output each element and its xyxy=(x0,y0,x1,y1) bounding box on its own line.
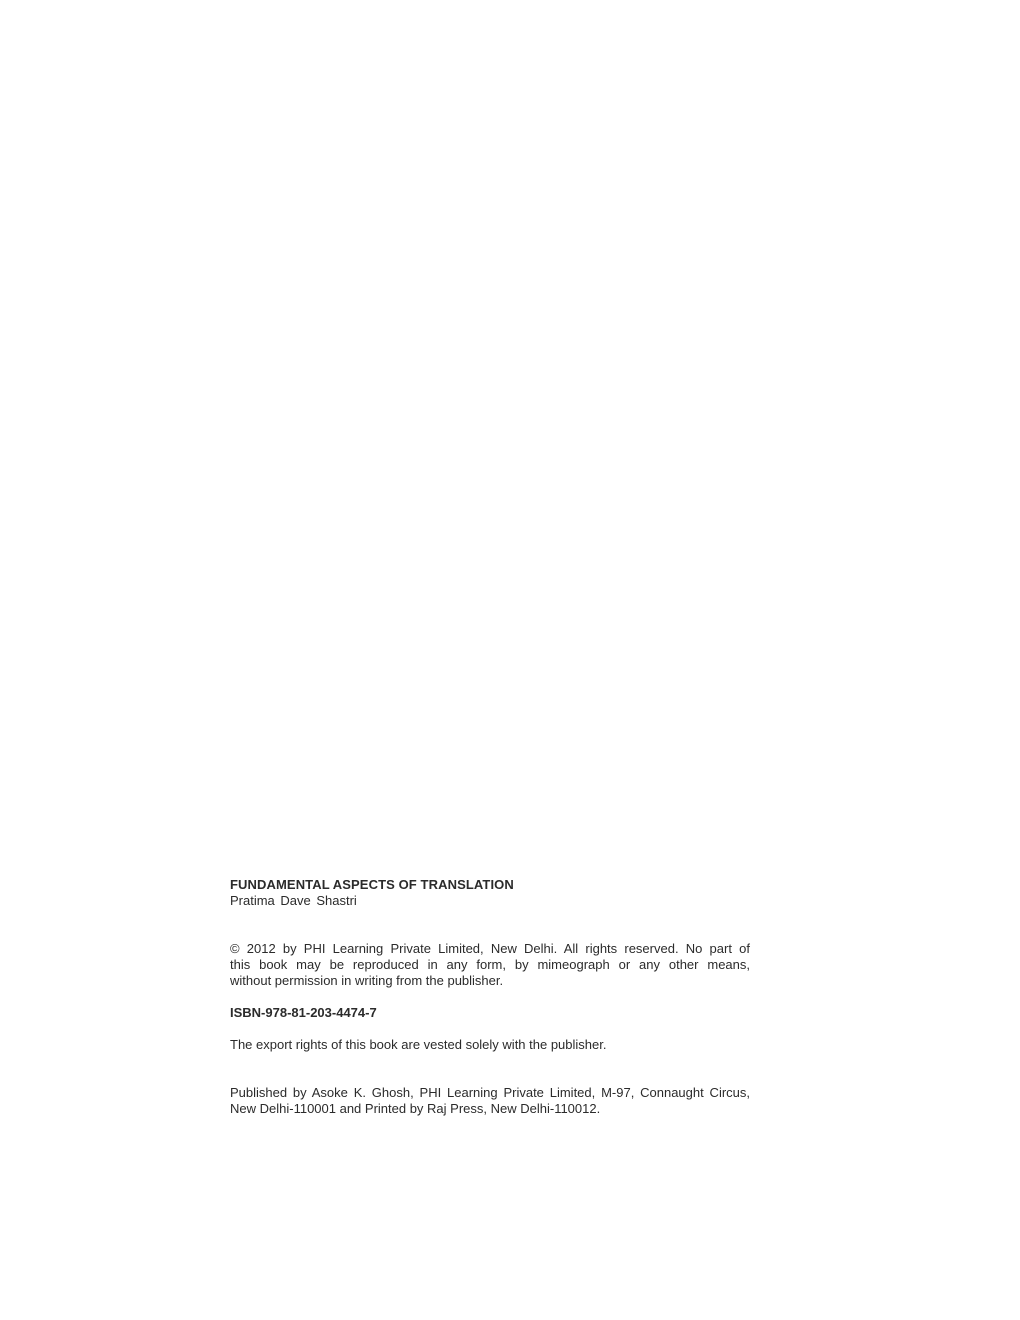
isbn: ISBN-978-81-203-4474-7 xyxy=(230,1005,377,1020)
rights-notice xyxy=(230,941,750,989)
publisher-line: Published by Asoke K. Ghosh, PHI Learning Private Limited, M-97, Connaught Circus, xyxy=(230,1085,750,1100)
rights-line: © 2012 by PHI Learning Private Limited, New Delhi. All rights reserved. No part of xyxy=(230,941,750,956)
rights-line: without permission in writing from the publisher. xyxy=(230,973,504,988)
publisher-line: New Delhi-110001 and Printed by Raj Press, New Delhi-110012. xyxy=(230,1101,601,1116)
export-rights-notice: The export rights of this book are vested solely with the publisher. xyxy=(230,1037,607,1052)
publisher-info xyxy=(230,1085,750,1117)
book-title: FUNDAMENTAL ASPECTS OF TRANSLATION xyxy=(230,877,514,892)
rights-line: this book may be reproduced in any form, by mimeograph or any other means, xyxy=(230,957,750,972)
author-name: Pratima Dave Shastri xyxy=(230,893,357,908)
copyright-page-block xyxy=(230,877,750,1117)
